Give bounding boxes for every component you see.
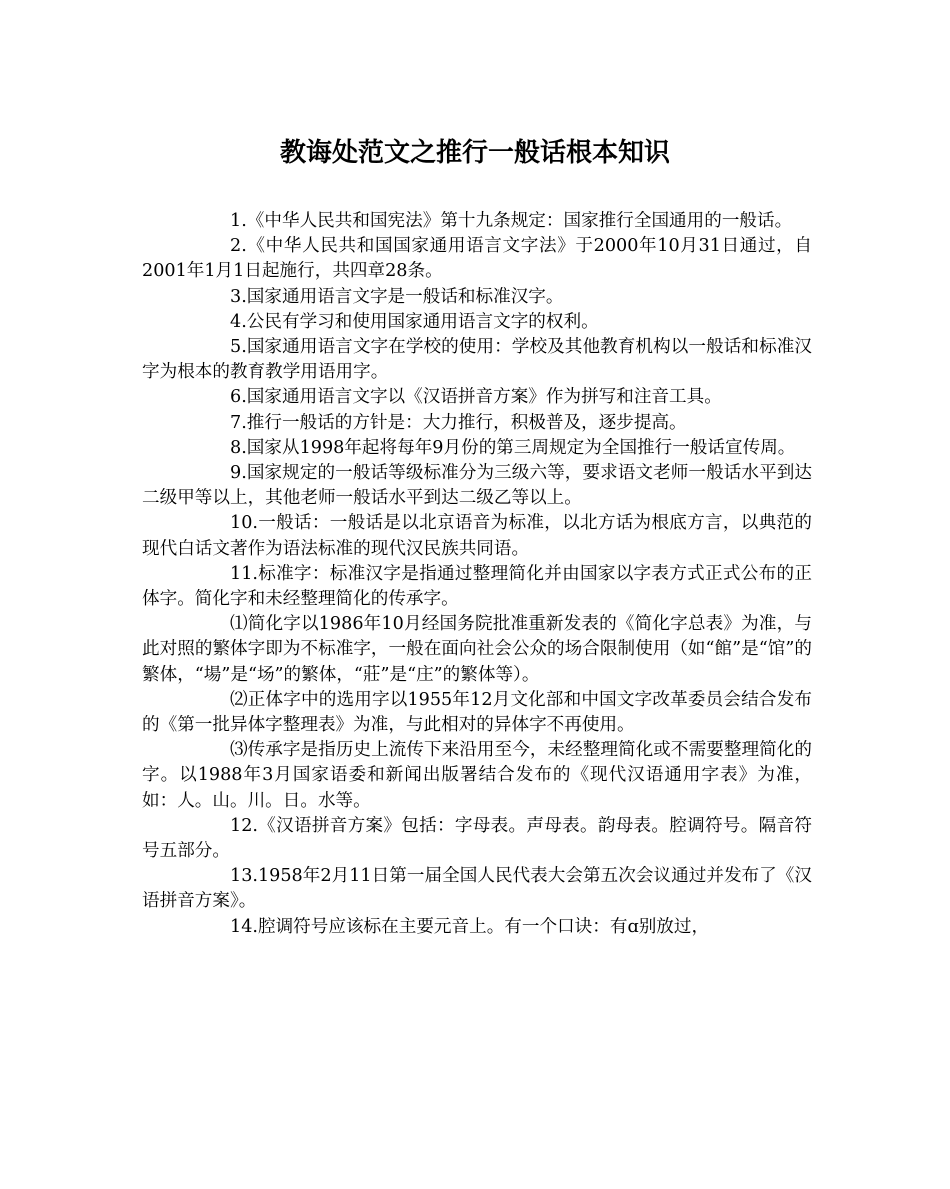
paragraph-4: 4.公民有学习和使用国家通用语言文字的权利。 [230, 311, 599, 332]
paragraph-5: 5.国家通用语言文字在学校的使用：学校及其他教育机构以一般话和标准汉字为根本的教育教学用语用字。 [142, 337, 812, 383]
paragraph-11-sub-2: ⑵正体字中的选用字以1955年12月文化部和中国文字改革委员会结合发布的《第一批异体字整理表》为准，与此相对的异体字不再使用。 [142, 689, 812, 736]
paragraph-12: 12.《汉语拼音方案》包括：字母表。声母表。韵母表。腔调符号。隔音符号五部分。 [142, 815, 812, 862]
paragraph-7: 7.推行一般话的方针是：大力推行，积极普及，逐步提高。 [230, 412, 687, 433]
paragraph-11: 11.标准字：标准汉字是指通过整理简化并由国家以字表方式正式公布的正体字。简化字和未经整理简化的传承字。 [142, 563, 812, 610]
paragraph-9: 9.国家规定的一般话等级标准分为三级六等，要求语文老师一般话水平到达二级甲等以上，其他老师一般话水平到达二级乙等以上。 [142, 463, 812, 509]
paragraph-10: 10.一般话：一般话是以北京语音为标准，以北方话为根底方言，以典范的现代白话文著作为语法标准的现代汉民族共同语。 [142, 513, 812, 559]
document-body [142, 209, 812, 940]
paragraph-3: 3.国家通用语言文字是一般话和标准汉字。 [230, 286, 564, 307]
paragraph-11-sub-3: ⑶传承字是指历史上流传下来沿用至今，未经整理简化或不需要整理简化的字。以1988年3月国家语委和新闻出版署结合发布的《现代汉语通用字表》为准，如：人。山。川。日。水等。 [142, 740, 812, 811]
document-title: 教诲处范文之推行一般话根本知识 [279, 138, 670, 168]
paragraph-6: 6.国家通用语言文字以《汉语拼音方案》作为拼写和注音工具。 [230, 387, 722, 408]
paragraph-13: 13.1958年2月11日第一届全国人民代表大会第五次会议通过并发布了《汉语拼音方案》。 [142, 866, 812, 912]
paragraph-14: 14.腔调符号应该标在主要元音上。有一个口诀：有ɑ别放过， [230, 916, 710, 937]
paragraph-1: 1.《中华人民共和国宪法》第十九条规定：国家推行全国通用的一般话。 [230, 211, 793, 231]
paragraph-2: 2.《中华人民共和国国家通用语言文字法》于2000年10月31日通过，自2001年1月1日起施行，共四章28条。 [142, 236, 812, 282]
paragraph-11-sub-1: ⑴简化字以1986年10月经国务院批准重新发表的《简化字总表》为准，与此对照的繁体字即为不标准字，一般在面向社会公众的场合限制使用（如“館”是“馆”的繁体，“場”是“场”的繁体，“莊”是“庄”的繁体等）。 [142, 614, 812, 685]
paragraph-8: 8.国家从1998年起将每年9月份的第三周规定为全国推行一般话宣传周。 [230, 437, 796, 458]
